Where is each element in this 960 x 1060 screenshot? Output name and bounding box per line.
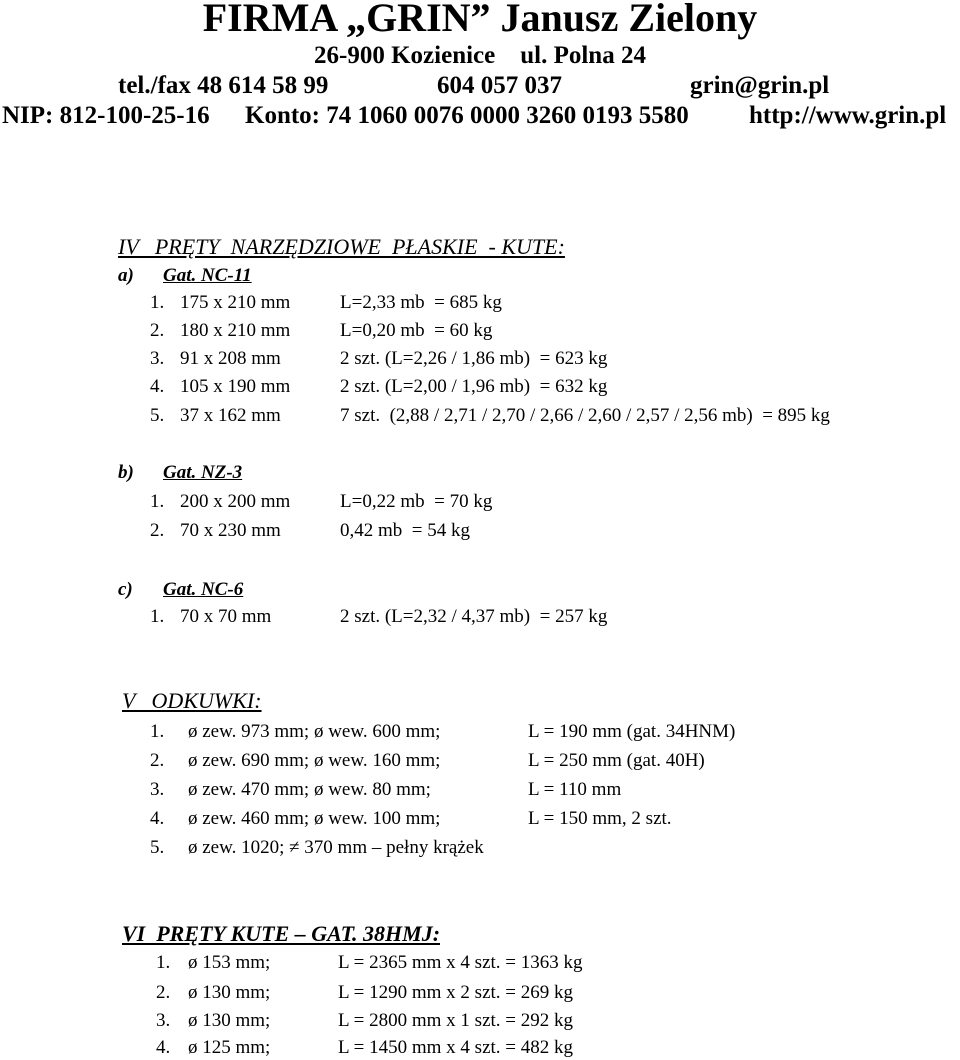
v1-dims: ø zew. 973 mm; ø wew. 600 mm; xyxy=(188,721,441,742)
a4-size: 105 x 190 mm xyxy=(180,376,291,397)
v3-num: 3. xyxy=(150,779,165,800)
b2-spec: 0,42 mb = 54 kg xyxy=(340,520,470,541)
v2-spec: L = 250 mm (gat. 40H) xyxy=(528,750,705,771)
vi3-num: 3. xyxy=(156,1010,171,1031)
a5-num: 5. xyxy=(150,405,165,426)
company-name: FIRMA „GRIN” Janusz Zielony xyxy=(202,0,758,40)
vi3-spec: L = 2800 mm x 1 szt. = 292 kg xyxy=(338,1010,573,1031)
vi2-spec: L = 1290 mm x 2 szt. = 269 kg xyxy=(338,982,573,1003)
a5-size: 37 x 162 mm xyxy=(180,405,281,426)
a3-num: 3. xyxy=(150,348,165,369)
group-b-name: Gat. NZ-3 xyxy=(163,462,243,483)
a1-spec: L=2,33 mb = 685 kg xyxy=(340,292,502,313)
a4-num: 4. xyxy=(150,376,165,397)
vi1-spec: L = 2365 mm x 4 szt. = 1363 kg xyxy=(338,952,583,973)
company-website[interactable]: http://www.grin.pl xyxy=(749,102,947,129)
c1-spec: 2 szt. (L=2,32 / 4,37 mb) = 257 kg xyxy=(340,606,608,627)
group-a-name: Gat. NC-11 xyxy=(163,265,252,286)
v4-dims: ø zew. 460 mm; ø wew. 100 mm; xyxy=(188,808,441,829)
b1-num: 1. xyxy=(150,491,165,512)
b1-spec: L=0,22 mb = 70 kg xyxy=(340,491,493,512)
c1-num: 1. xyxy=(150,606,165,627)
a5-spec: 7 szt. (2,88 / 2,71 / 2,70 / 2,66 / 2,60 / 2,57 / 2,56 mb) = 895 kg xyxy=(340,405,830,426)
company-mobile: 604 057 037 xyxy=(437,72,562,99)
v2-dims: ø zew. 690 mm; ø wew. 160 mm; xyxy=(188,750,441,771)
a2-size: 180 x 210 mm xyxy=(180,320,291,341)
v1-spec: L = 190 mm (gat. 34HNM) xyxy=(528,721,736,742)
company-address: 26-900 Kozienice ul. Polna 24 xyxy=(314,42,646,69)
company-phone: tel./fax 48 614 58 99 xyxy=(118,72,329,99)
a3-spec: 2 szt. (L=2,26 / 1,86 mb) = 623 kg xyxy=(340,348,608,369)
group-c-letter: c) xyxy=(118,579,133,600)
v2-num: 2. xyxy=(150,750,165,771)
a3-size: 91 x 208 mm xyxy=(180,348,281,369)
v1-num: 1. xyxy=(150,721,165,742)
group-b-letter: b) xyxy=(118,462,134,483)
vi4-num: 4. xyxy=(156,1037,171,1058)
vi3-dia: ø 130 mm; xyxy=(188,1010,271,1031)
a2-spec: L=0,20 mb = 60 kg xyxy=(340,320,493,341)
v3-dims: ø zew. 470 mm; ø wew. 80 mm; xyxy=(188,779,431,800)
v5-dims: ø zew. 1020; ≠ 370 mm – pełny krążek xyxy=(188,837,484,858)
section-6-title: VI PRĘTY KUTE – GAT. 38HMJ: xyxy=(122,921,441,946)
v5-num: 5. xyxy=(150,837,165,858)
vi2-dia: ø 130 mm; xyxy=(188,982,271,1003)
v4-num: 4. xyxy=(150,808,165,829)
b2-size: 70 x 230 mm xyxy=(180,520,281,541)
a2-num: 2. xyxy=(150,320,165,341)
a4-spec: 2 szt. (L=2,00 / 1,96 mb) = 632 kg xyxy=(340,376,608,397)
vi4-spec: L = 1450 mm x 4 szt. = 482 kg xyxy=(338,1037,573,1058)
b1-size: 200 x 200 mm xyxy=(180,491,291,512)
group-c-name: Gat. NC-6 xyxy=(163,579,244,600)
section-5-title: V ODKUWKI: xyxy=(122,688,262,713)
company-email[interactable]: grin@grin.pl xyxy=(690,72,830,99)
a1-size: 175 x 210 mm xyxy=(180,292,291,313)
group-a-letter: a) xyxy=(118,265,134,286)
company-account: Konto: 74 1060 0076 0000 3260 0193 5580 xyxy=(245,102,689,129)
c1-size: 70 x 70 mm xyxy=(180,606,272,627)
company-nip: NIP: 812-100-25-16 xyxy=(2,102,210,129)
b2-num: 2. xyxy=(150,520,165,541)
v3-spec: L = 110 mm xyxy=(528,779,622,800)
vi1-dia: ø 153 mm; xyxy=(188,952,271,973)
vi2-num: 2. xyxy=(156,982,171,1003)
v4-spec: L = 150 mm, 2 szt. xyxy=(528,808,672,829)
a1-num: 1. xyxy=(150,292,165,313)
vi4-dia: ø 125 mm; xyxy=(188,1037,271,1058)
section-4-title: IV PRĘTY NARZĘDZIOWE PŁASKIE - KUTE: xyxy=(118,234,565,259)
vi1-num: 1. xyxy=(156,952,171,973)
